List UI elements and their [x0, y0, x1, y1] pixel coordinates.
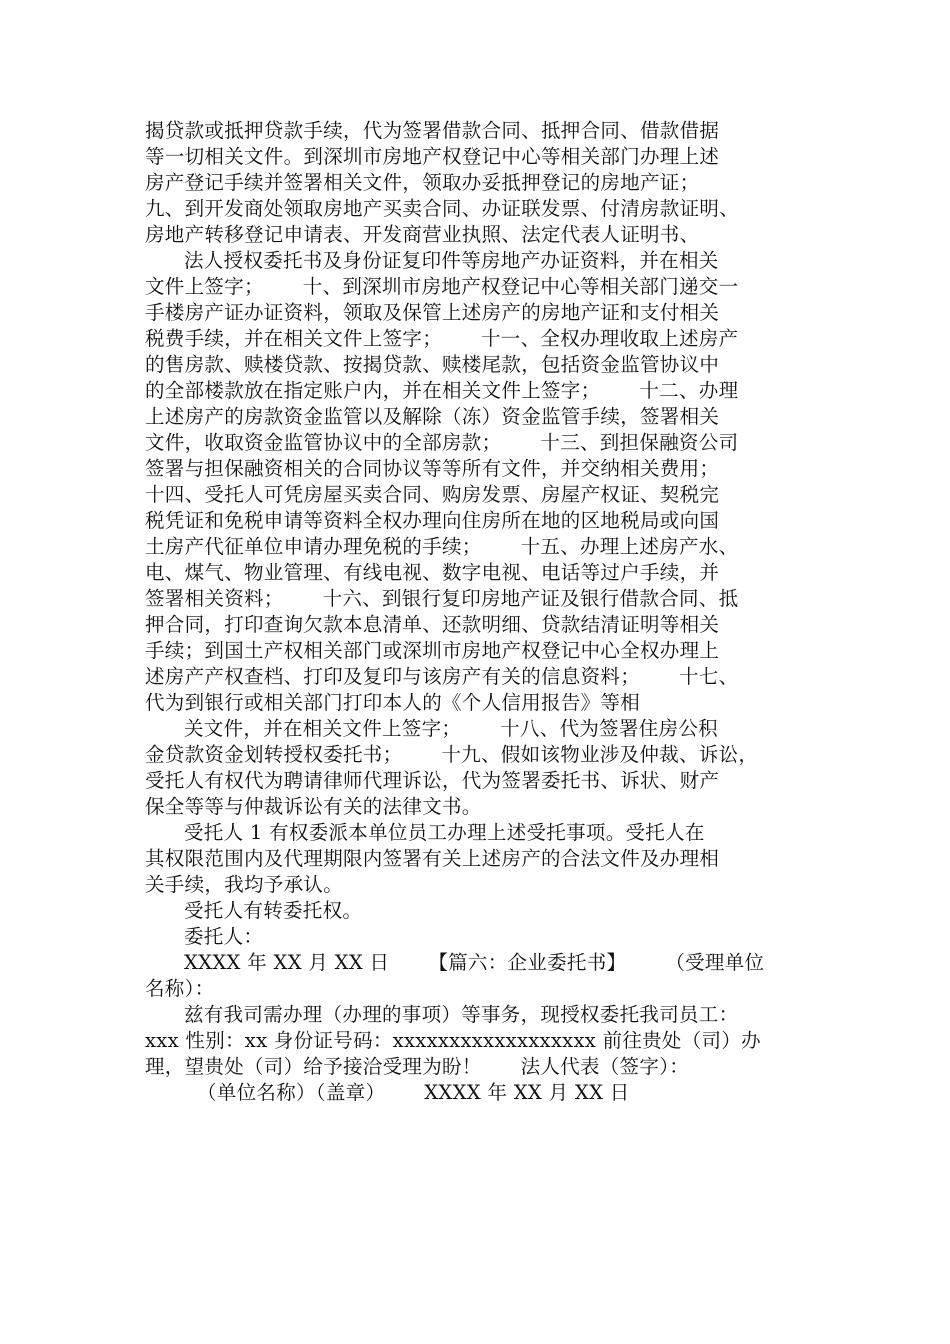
text-line: 受托人有权代为聘请律师代理诉讼，代为签署委托书、诉状、财产 — [145, 769, 720, 792]
text-line: 的售房款、赎楼贷款、按揭贷款、赎楼尾款，包括资金监管协议中 — [145, 353, 720, 376]
text-line: （单位名称）（盖章） XXXX 年 XX 月 XX 日 — [145, 1081, 630, 1104]
text-line: 名称）： — [145, 977, 215, 1000]
text-line: 签署相关资料； 十六、到银行复印房地产证及银行借款合同、抵 — [145, 587, 739, 610]
text-line: 关手续，我均予承认。 — [145, 873, 344, 896]
text-line: 揭贷款或抵押贷款手续，代为签署借款合同、抵押合同、借款借据 — [145, 119, 720, 142]
text-line: 等一切相关文件。到深圳市房地产权登记中心等相关部门办理上述 — [145, 145, 720, 168]
text-line: 房产登记手续并签署相关文件，领取办妥抵押登记的房地产证； — [145, 171, 700, 194]
text-line: 手续；到国土产权相关部门或深圳市房地产权登记中心全权办理上 — [145, 639, 720, 662]
text-line: 十四、受托人可凭房屋买卖合同、购房发票、房屋产权证、契税完 — [145, 483, 720, 506]
text-line: 的全部楼款放在指定账户内，并在相关文件上签字； 十二、办理 — [145, 379, 739, 402]
text-line: 文件上签字； 十、到深圳市房地产权登记中心等相关部门递交一 — [145, 275, 739, 298]
text-line: 述房产产权查档、打印及复印与该房产有关的信息资料； 十七、 — [145, 665, 739, 688]
text-line: 签署与担保融资相关的合同协议等等所有文件，并交纳相关费用； — [145, 457, 720, 480]
text-line: 税费手续，并在相关文件上签字； 十一、全权办理收取上述房产 — [145, 327, 739, 350]
text-line: 理，望贵处（司）给予接洽受理为盼！ 法人代表（签字）： — [145, 1055, 690, 1078]
text-line: XXXX 年 XX 月 XX 日 【篇六：企业委托书】 （受理单位 — [145, 951, 765, 974]
text-line: 其权限范围内及代理期限内签署有关上述房产的合法文件及办理相 — [145, 847, 720, 870]
text-line: 关文件，并在相关文件上签字； 十八、代为签署住房公积 — [145, 717, 718, 740]
text-line: 受托人 1 有权委派本单位员工办理上述受托事项。受托人在 — [145, 821, 705, 844]
text-line: 九、到开发商处领取房地产买卖合同、办证联发票、付清房款证明、 — [145, 197, 740, 220]
text-line: 代为到银行或相关部门打印本人的《个人信用报告》等相 — [145, 691, 641, 714]
document-body — [145, 118, 815, 1106]
text-line: 押合同，打印查询欠款本息清单、还款明细、贷款结清证明等相关 — [145, 613, 720, 636]
text-line: 房地产转移登记申请表、开发商营业执照、法定代表人证明书、 — [145, 223, 700, 246]
text-line: 保全等等与仲裁诉讼有关的法律文书。 — [145, 795, 482, 818]
text-line: 电、煤气、物业管理、有线电视、数字电视、电话等过户手续，并 — [145, 561, 720, 584]
text-line: 文件，收取资金监管协议中的全部房款； 十三、到担保融资公司 — [145, 431, 739, 454]
text-line: 土房产代征单位申请办理免税的手续； 十五、办理上述房产水、 — [145, 535, 739, 558]
text-line: 法人授权委托书及身份证复印件等房地产办证资料，并在相关 — [145, 249, 719, 272]
text-line: 手楼房产证办证资料，领取及保管上述房产的房地产证和支付相关 — [145, 301, 720, 324]
text-line: 税凭证和免税申请等资料全权办理向住房所在地的区地税局或向国 — [145, 509, 720, 532]
text-line: 金贷款资金划转授权委托书； 十九、假如该物业涉及仲裁、诉讼， — [145, 743, 759, 766]
text-line: 委托人： — [145, 925, 264, 948]
text-line: 上述房产的房款资金监管以及解除（冻）资金监管手续，签署相关 — [145, 405, 720, 428]
text-line: 受托人有转委托权。 — [145, 899, 363, 922]
text-line: 兹有我司需办理（办理的事项）等事务，现授权委托我司员工： — [145, 1003, 739, 1026]
text-line: xxx 性别：xx 身份证号码：xxxxxxxxxxxxxxxxxx 前往贵处（司）办 — [145, 1029, 761, 1052]
